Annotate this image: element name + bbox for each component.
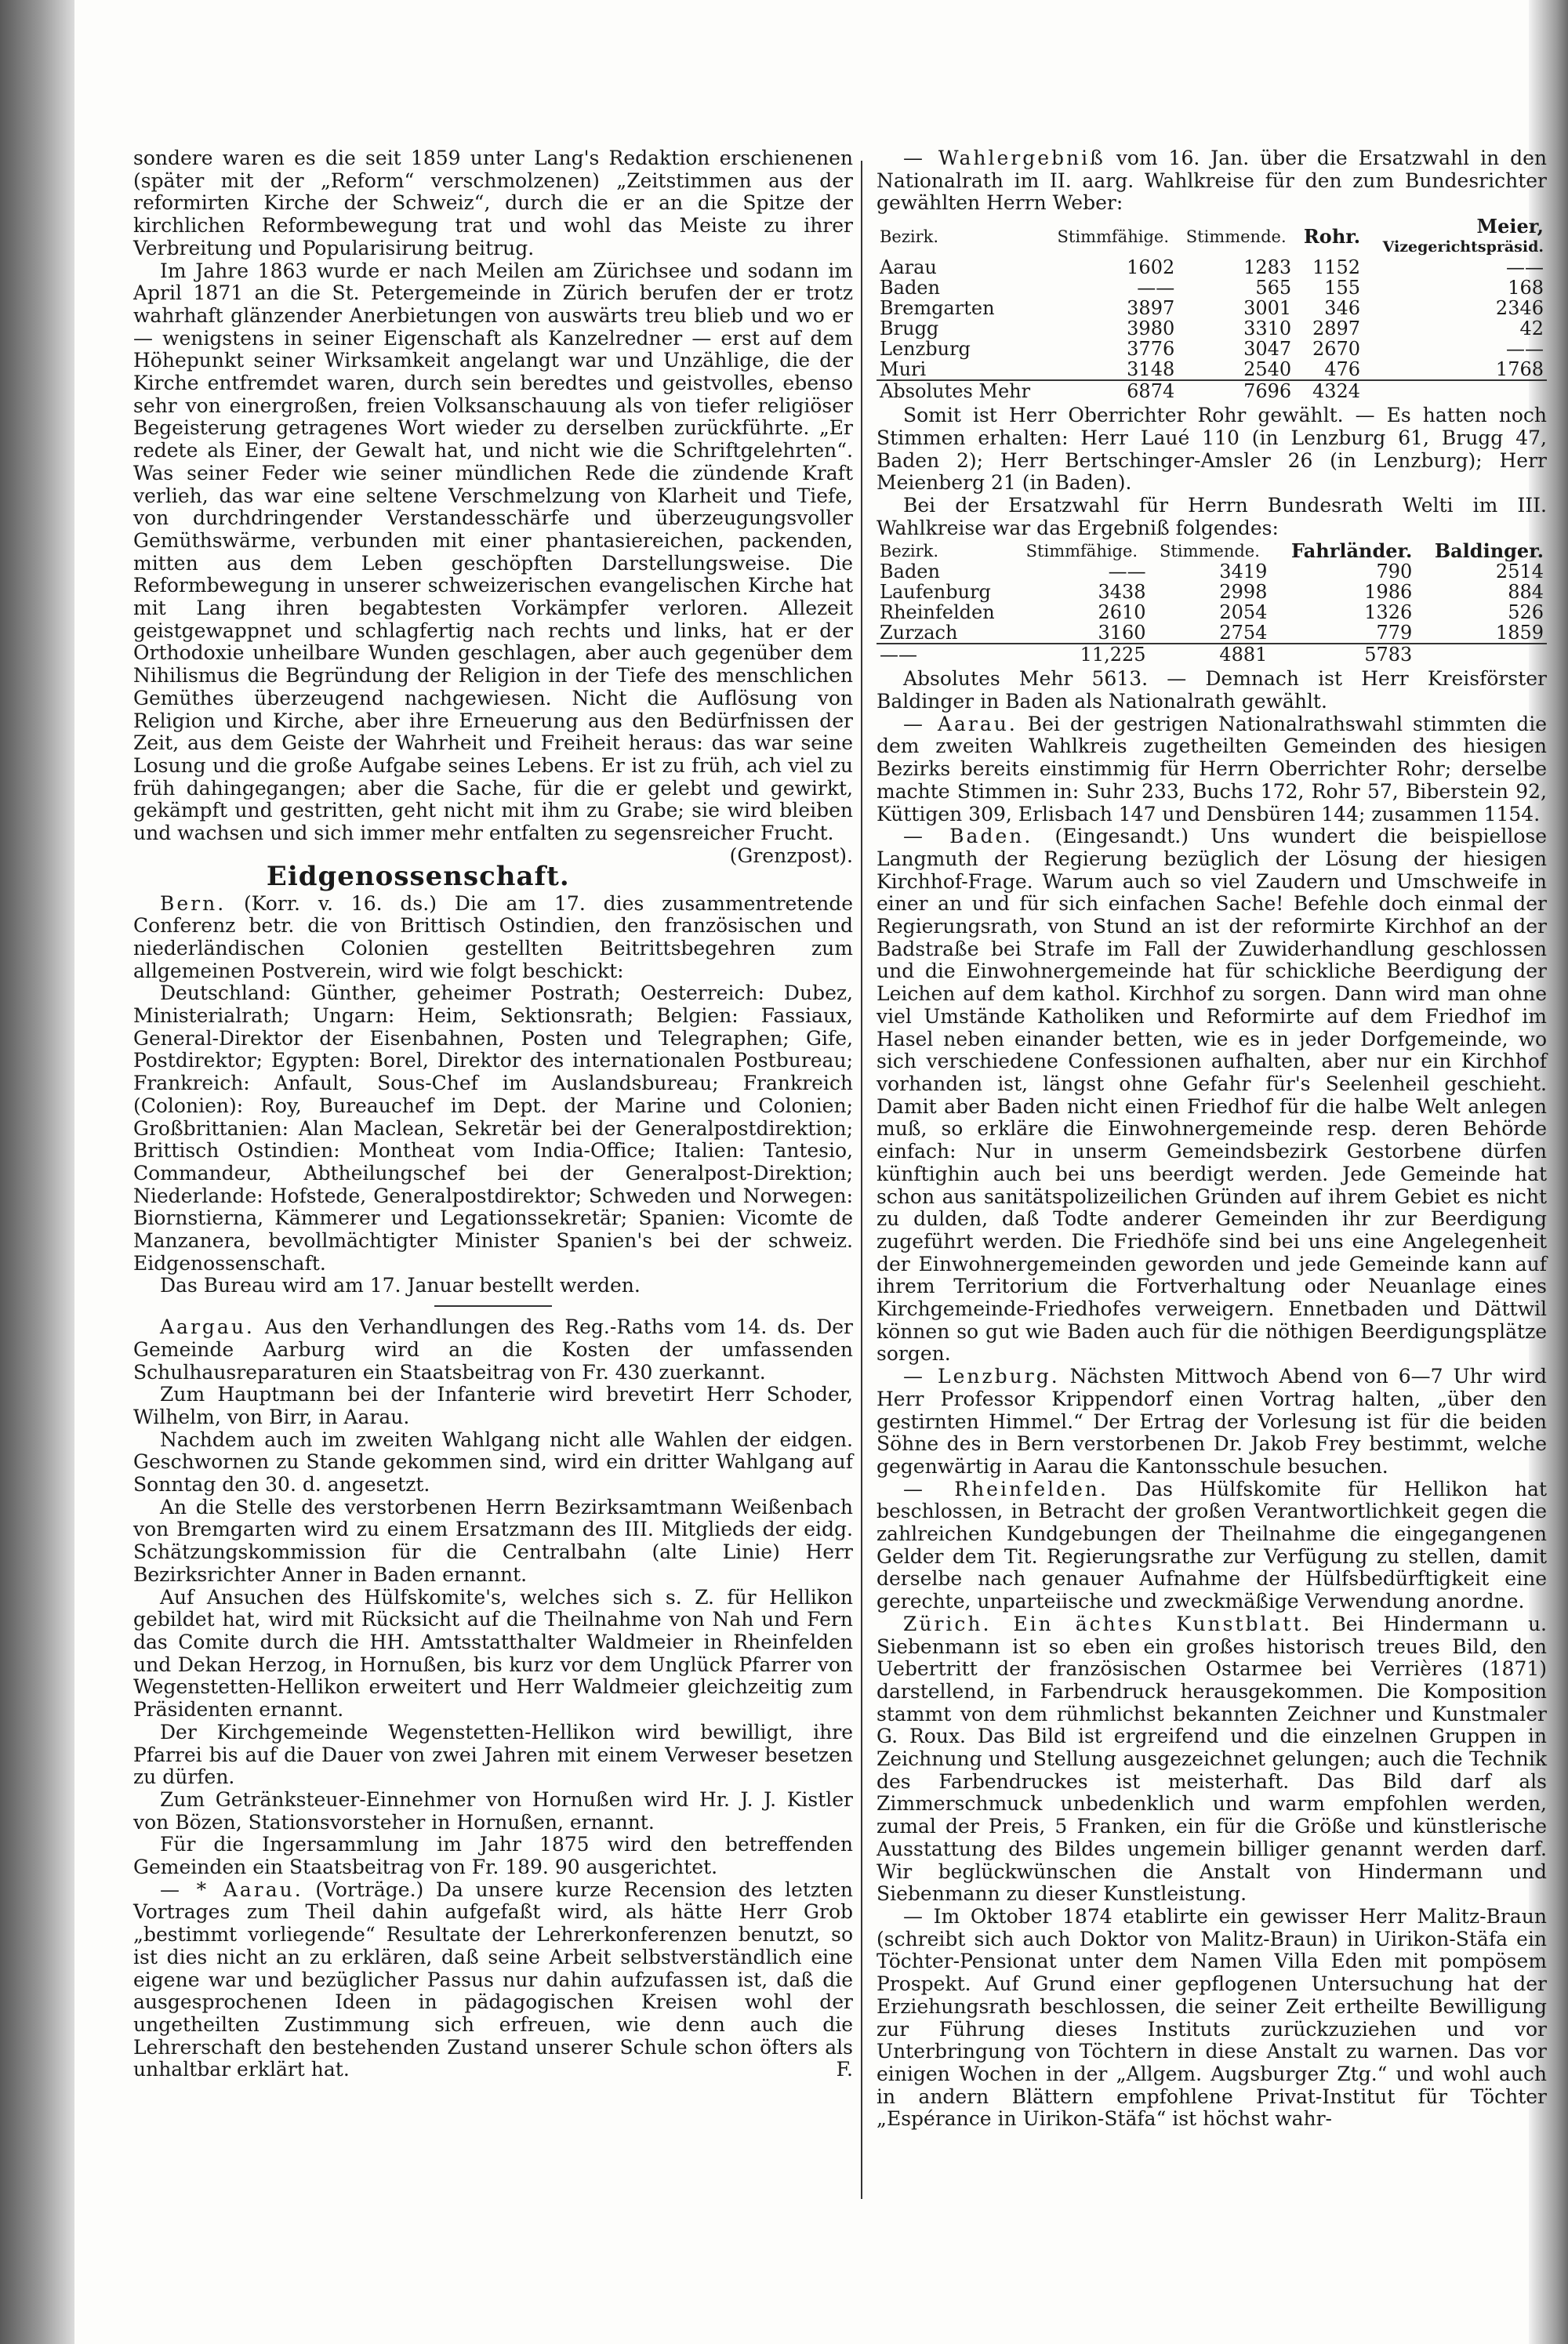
table-row xyxy=(877,278,1547,298)
table-header-row xyxy=(877,216,1547,257)
col-header-stimmfaehige: Stimmfähige. xyxy=(1057,227,1169,247)
baden-text: (Eingesandt.) Uns wundert die beispiellose Langmuth der Regierung bezüglich der Lösung der hiesigen Kirchhof-Frage. Warum auch so viel Zaudern und Umschweife in einer an und für sich einfachen Sache! Befehle doch einmal der Regierungsrath, von Stund an ist der reformirte Kirchhof an der Badstraße bei Strafe im Fall der Zuwiderhandlung geschlossen und die Einwohnergemeinde hat für schickliche Beerdigung der Leichen auf dem kathol. Kirchhof zu sorgen. Dann wird man ohne viel Umstände Katholiken und Reformirte auf dem Friedhof im Hasel neben einander betten, wie es in jeder Dorfgemeinde, wo sich verschiedene Confessionen aufhalten, aber nur ein Kirchhof vorhanden ist, längst ohne Gefahr für's Seelenheil geschieht. Damit aber Baden nicht einen Friedhof für die halbe Welt anlegen muß, so erkläre die Einwohnergemeinde resp. deren Behörde einfach: Nur in unserm Gemeindsbezirk Gestorbene dürfen künftighin auch bei uns beerdigt werden. Jede Gemeinde hat schon aus sanitätspolizeilichen Gründen auf ihrem Gebiet es nicht zu dulden, daß Todte anderer Gemeinden ihr zur Beerdigung zugeführt werden. Die Friedhöfe sind bei uns eine Angelegenheit der Einwohnergemeinden geworden und jede Gemeinde kann auf ihrem Territorium die Fortverhaltung oder Neuanlage eines Kirchgemeinde-Friedhofes verweigern. Ennetbaden und Dättwil können so gut wie Baden auch für die nöthigen Beerdigungsplätze sorgen. xyxy=(877,825,1547,1366)
cell: 3001 xyxy=(1243,297,1292,320)
cell: 565 xyxy=(1255,277,1292,299)
bern-delegates-list: Deutschland: Günther, geheimer Postrath; Oesterreich: Dubez, Ministerialrath; Ungarn: Heim, Sektionsrath; Belgien: Fassiaux, General-Direktor der Eisenbahnen, Posten und Telegraphen; Gife, Postdirektor; Egypten: Borel, Direktor des internationalen Postbureau; Frankreich: Anfault, Sous-Chef im Auslandsbureau; Frankreich (Colonien): Roy, Bureauchef im Dept. der Marine und Colonien; Großbrittanien: Alan Maclean, Sekretär bei der Generalpostdirektion; Brittisch Ostindien: Montheat vom India-Office; Italien: Tantesio, Commandeur, Abtheilungschef bei der Generalpost-Direktion; Niederlande: Hofstede, Generalpostdirektor; Schweden und Norwegen: Biornstierna, Kämmerer und Legationssekretär; Spanien: Vicomte de Manzanera, bevollmächtigter Minister Spanien's bei der schweiz. Eidgenossenschaft. xyxy=(133,982,853,1275)
obituary-source: (Grenzpost). xyxy=(729,844,853,867)
aargau-report xyxy=(133,1316,853,1384)
cell: 346 xyxy=(1324,297,1361,320)
election-result-text: Somit ist Herr Oberrichter Rohr gewählt. — Es hatten noch Stimmen erhalten: Herr Laué 110 (in Lenzburg 61, Brugg 47, Baden 2); Herr Bertschinger-Amsler 26 (in Lenzburg); Herr Meienberg 21 (in Baden). xyxy=(877,404,1547,495)
vortraege-text: (Vorträge.) Da unsere kurze Recension des letzten Vortrages zum Theil dahin aufgefaßt wird, als hätte Herr Grob „bestimmt vorliegende“ Resultate der Lehrerkonferenzen benutzt, so ist dies nicht an zu erklären, daß seine Arbeit selbstverständlich eine eigene war und bezüglicher Passus nur dahin aufzufassen ist, daß die ausgesprochenen Ideen in pädagogischen Kreisen wohl der ungetheilten Zustimmung sich erfreuen, wie denn auch die Lehrerschaft den bestehenden Zustand unserer Schule schon öfters als unhaltbar erklärt hat. xyxy=(133,1878,853,2081)
oktober-report: — Im Oktober 1874 etablirte ein gewisser Herr Malitz-Braun (schreibt sich auch Doktor von Malitz-Braun) in Uirikon-Stäfa ein Töchter-Pensionat unter dem Namen Villa Eden mit pompösem Prospekt. Auf Grund einer gepflogenen Untersuchung hat der Erziehungsrath beschlossen, die seiner Zeit ertheilte Bewilligung zur Führung dieses Instituts zurückzuziehen und vor Unterbringung von Töchtern in diese Anstalt zu warnen. Das vor einigen Wochen in der „Allgem. Augsburger Ztg.“ und wohl auch in andern Blättern empfohlene Privat-Institut für Töchter „Espérance in Uirikon-Stäfa“ ist höchst wahr- xyxy=(877,1905,1547,2131)
election-results-table-ii xyxy=(877,216,1547,401)
aargau-text: Aus den Verhandlungen des Reg.-Raths vom 14. ds. Der Gemeinde Aarburg wird an die Kosten der umfassenden Schulhausreparaturen ein Staatsbeitrag von Fr. 430 zuerkannt. xyxy=(133,1315,853,1384)
cell: 2346 xyxy=(1495,297,1544,320)
table-header-row xyxy=(877,541,1547,561)
cell: Bremgarten xyxy=(880,297,995,320)
vortraege-signature: F. xyxy=(836,2058,853,2081)
welti-election-intro: Bei der Ersatzwahl für Herrn Bundesrath Welti im III. Wahlkreise war das Ergebniß folgendes: xyxy=(877,493,1547,539)
cell: 2514 xyxy=(1495,561,1544,583)
cell: Baden xyxy=(880,277,940,299)
lenzburg-dateline: — Lenzburg. xyxy=(903,1365,1060,1388)
vortraege-dateline: — * Aarau. xyxy=(160,1878,303,1901)
cell: 3897 xyxy=(1127,297,1175,320)
col-header-bezirk: Bezirk. xyxy=(880,542,939,561)
cell: —— xyxy=(1108,561,1146,583)
cell: 7696 xyxy=(1178,380,1294,401)
column-divider xyxy=(861,161,862,2199)
cell: 2754 xyxy=(1219,622,1268,644)
table-row xyxy=(877,561,1547,582)
rheinfelden-report xyxy=(877,1479,1547,1613)
cell: 2054 xyxy=(1219,601,1268,624)
aargau-item: Der Kirchgemeinde Wegenstetten-Hellikon wird bewilligt, ihre Pfarrei bis auf die Dauer von zwei Jahren mit einem Verweser besetzen zu dürfen. xyxy=(133,1720,853,1789)
section-separator xyxy=(434,1305,552,1307)
cell: 155 xyxy=(1324,277,1361,299)
cell: 1986 xyxy=(1364,581,1413,604)
cell: 779 xyxy=(1376,622,1413,644)
cell: 526 xyxy=(1508,601,1544,624)
cell: 2897 xyxy=(1312,317,1361,340)
election-intro xyxy=(877,147,1547,215)
aargau-item: Für die Ingersammlung im Jahr 1875 wird den betreffenden Gemeinden ein Staatsbeitrag von Fr. 189. 90 ausgerichtet. xyxy=(133,1833,853,1879)
table-row xyxy=(877,622,1547,644)
cell: Absolutes Mehr xyxy=(877,380,1048,401)
col-header-stimmende: Stimmende. xyxy=(1185,227,1287,247)
cell: 2540 xyxy=(1243,358,1292,381)
col-header-stimmende: Stimmende. xyxy=(1160,542,1260,561)
table-row xyxy=(877,359,1547,380)
bern-text: (Korr. v. 16. ds.) Die am 17. dies zusammentretende Conferenz betr. die von Brittisch Ostindien, den französischen und niederländischen Colonien gestellten Beitrittsbegehren zum allgemeinen Postverein, wird wie folgt beschickt: xyxy=(133,891,853,982)
obituary-text: Im Jahre 1863 wurde er nach Meilen am Zürichsee und sodann im April 1871 an die St. Petergemeinde in Zürich berufen der er trotz wahrhaft glänzender Anerbietungen von auswärts treu blieb und wo er — wenigstens in seiner Eigenschaft als Kanzelredner — erst auf dem Höhepunkt seiner Wirksamkeit angelangt war und Unzählige, die der Kirche entfremdet waren, durch sein beredtes und geistvolles, ebenso sehr von einergroßen, freien Volksanschauung als von tiefer religiöser Begeisterung getragenes Wort wieder zu derselben zurückführte. „Er redete als Einer, der Gewalt hat, und nicht wie die Schriftgelehrten“. Was seiner Feder wie seiner mündlichen Rede die zündende Kraft verlieh, das war eine seltene Verschmelzung von Klarheit und Tiefe, von durchdringender Verstandesschärfe und überzeugungsvoller Gemüthswärme, verbunden mit einer phantasiereichen, packenden, mitten aus dem Leben geschöpften Darstellungsweise. Die Reformbewegung in unserer schweizerischen evangelischen Kirche hat mit Lang ihren begabtesten Vorkämpfer verloren. Allezeit geistgewappnet und schlagfertig nach rechts und links, hat er der Orthodoxie unheilbare Wunden geschlagen, aber auch gegenüber dem Nihilismus die Begründung der Religion in der Tiefe des menschlichen Gemüthes überzeugend nachgewiesen. Nicht die Auflösung von Religion und Kirche, aber ihre Erneuerung aus den Bedürfnissen der Zeit, aus dem Geiste der Wahrheit und Freiheit heraus: das war seine Losung und die große Aufgabe seines Lebens. Er ist zu früh, ach viel zu früh dahingegangen; aber die Sache, für die er gelebt und gewirkt, gekämpft und gestritten, geht nicht mit ihm zu Grabe; sie wird bleiben und wachsen und sich immer mehr entfalten zu segensreicher Frucht. xyxy=(133,259,853,845)
baden-report xyxy=(877,825,1547,1366)
lenzburg-report xyxy=(877,1366,1547,1479)
welti-election-result: Absolutes Mehr 5613. — Demnach ist Herr Kreisförster Baldinger in Baden als Nationalrath gewählt. xyxy=(877,667,1547,713)
cell: 4881 xyxy=(1149,644,1271,665)
cell: —— xyxy=(1506,338,1544,361)
cell: 5783 xyxy=(1270,644,1415,665)
section-heading-eidgenossenschaft: Eidgenossenschaft. xyxy=(266,860,570,892)
cell: Laufenburg xyxy=(880,581,991,604)
aargau-item: Zum Getränksteuer-Einnehmer von Hornußen wird Hr. J. J. Kistler von Bözen, Stationsvorsteher in Hornußen, ernannt. xyxy=(133,1787,853,1834)
cell: Zurzach xyxy=(880,622,958,644)
left-column xyxy=(133,147,853,2081)
cell: —— xyxy=(877,644,1014,665)
cell: 1152 xyxy=(1312,256,1361,279)
cell: 1768 xyxy=(1495,358,1544,381)
table-row xyxy=(877,602,1547,622)
col-header-stimmfaehige: Stimmfähige. xyxy=(1025,542,1138,561)
col-header-meier xyxy=(1363,216,1547,257)
rheinfelden-text: Das Hülfskomite für Hellikon hat beschlossen, in Betracht der großen Verantwortlichkeit gegen die zahlreichen Kundgebungen der Theilnahme die eingegangenen Gelder dem Tit. Regierungsrathe zur Verfügung zu stellen, damit derselbe nach genauer Aufnahme der Hülfsbedürftigkeit eine gerechte, unparteiische und zweckmäßige Verwendung anordne. xyxy=(877,1477,1548,1613)
cell: 3310 xyxy=(1243,317,1292,340)
lenzburg-text: Nächsten Mittwoch Abend von 6—7 Uhr wird Herr Professor Krippendorf einen Vortrag halten, „über den gestirnten Himmel.“ Der Ertrag der Vorlesung ist für die beiden Söhne des in Bern verstorbenen Dr. Jakob Frey bestimmt, welche gegenwärtig in Aarau die Kantonsschule besuchen. xyxy=(877,1365,1548,1478)
cell: 42 xyxy=(1519,317,1544,340)
cell: Rheinfelden xyxy=(880,601,995,624)
cell: —— xyxy=(1506,256,1544,279)
cell: Lenzburg xyxy=(880,338,971,361)
bern-dateline: Bern. xyxy=(160,891,227,915)
aarau-report xyxy=(877,713,1547,826)
obituary-paragraph-1: sondere waren es die seit 1859 unter Lang's Redaktion erschienenen (später mit der „Reform“ verschmolzenen) „Zeitstimmen aus der reformirten Kirche der Schweiz“, durch die er an die Spitze der kirchlichen Reformbewegung trat und wohl das Meiste zu ihrer Verbreitung und Popularisirung beitrug. xyxy=(133,147,853,259)
zuerich-report xyxy=(877,1613,1547,1906)
right-column xyxy=(877,147,1547,2131)
cell: 2670 xyxy=(1312,338,1361,361)
zuerich-text: Bei Hindermann u. Siebenmann ist so eben ein großes historisch treues Bild, den Uebertritt der französischen Ostarmee bei Verrières (1871) darstellend, in Farbendruck herausgekommen. Die Komposition stammt von dem rühmlichst bekannten Zeichner und Kunstmaler G. Roux. Das Bild ist ergreifend und die einzelnen Gruppen in Zeichnung und Stellung ausgezeichnet gelungen; auch die Technik des Farbendruckes ist meisterhaft. Das Bild darf als Zimmerschmuck unbedenklich und warm empfohlen werden, zumal der Preis, 5 Franken, ein für die Größe und künstlerische Ausstattung des Bildes ungemein billiger genannt werden darf. Wir beglückwünschen die Anstalt von Hindermann und Siebenmann zu dieser Kunstleistung. xyxy=(877,1612,1547,1906)
vortraege-report xyxy=(133,1879,853,2081)
cell: Muri xyxy=(880,358,927,381)
cell: Baden xyxy=(880,561,940,583)
cell: 3980 xyxy=(1127,317,1175,340)
baden-dateline: — Baden. xyxy=(903,825,1033,848)
col-header-bezirk: Bezirk. xyxy=(880,227,939,247)
table-row xyxy=(877,298,1547,318)
cell: 476 xyxy=(1324,358,1361,381)
aargau-item: An die Stelle des verstorbenen Herrn Bezirksamtmann Weißenbach von Bremgarten wird zu einem Ersatzmann des III. Mitglieds der eidg. Schätzungskommission für die Centralbahn (alte Linie) Herr Bezirksrichter Anner in Baden ernannt. xyxy=(133,1495,853,1586)
table-row xyxy=(877,257,1547,278)
table-row xyxy=(877,339,1547,359)
cell: 3160 xyxy=(1098,622,1146,644)
rheinfelden-dateline: — Rheinfelden. xyxy=(903,1477,1109,1500)
cell: 884 xyxy=(1508,581,1544,604)
cell: 1602 xyxy=(1127,256,1175,279)
election-intro-text: vom 16. Jan. über die Ersatzwahl in den Nationalrath im II. aarg. Wahlkreise für den zum Bundesrichter gewählten Herrn Weber: xyxy=(877,147,1547,215)
cell: 3776 xyxy=(1127,338,1175,361)
election-dateline: — Wahlergebniß xyxy=(903,147,1105,169)
aargau-dateline: Aargau. xyxy=(160,1315,255,1339)
col-header-fahrlaender: Fahrländer. xyxy=(1290,539,1413,563)
cell: 790 xyxy=(1376,561,1413,583)
meier-name: Meier, xyxy=(1476,215,1544,238)
cell: 4324 xyxy=(1294,380,1363,401)
aarau-text: Bei der gestrigen Nationalrathswahl stimmten die dem zweiten Wahlkreis zugetheilten Gemeinden des hiesigen Bezirks bereits einstimmig für Herrn Oberrichter Rohr; derselbe machte Stimmen in: Suhr 233, Buchs 172, Rohr 57, Biberstein 92, Küttigen 309, Erlisbach 147 und Densbüren 144; zusammen 1154. xyxy=(877,712,1548,825)
cell: 6874 xyxy=(1048,380,1178,401)
cell: 2998 xyxy=(1219,581,1268,604)
col-header-baldinger: Baldinger. xyxy=(1434,539,1544,563)
col-header-rohr: Rohr. xyxy=(1303,225,1361,249)
cell: 1859 xyxy=(1495,622,1544,644)
cell: 11,225 xyxy=(1014,644,1149,665)
cell: 3438 xyxy=(1098,581,1146,604)
table-total-row xyxy=(877,380,1547,401)
aargau-item: Nachdem auch im zweiten Wahlgang nicht alle Wahlen der eidgen. Geschwornen zu Stande gekommen sind, wird ein dritter Wahlgang auf Sonntag den 30. d. angesetzt. xyxy=(133,1428,853,1497)
election-results-table-iii xyxy=(877,541,1547,665)
cell: Brugg xyxy=(880,317,939,340)
page-gutter-shadow xyxy=(0,0,74,2344)
cell: —— xyxy=(1137,277,1175,299)
cell: 3047 xyxy=(1243,338,1292,361)
obituary-paragraph-2 xyxy=(133,259,853,867)
cell: 3419 xyxy=(1219,561,1268,583)
cell: 2610 xyxy=(1098,601,1146,624)
meier-title: Vizegerichtspräsid. xyxy=(1382,238,1544,256)
cell: 1283 xyxy=(1243,256,1292,279)
table-row xyxy=(877,582,1547,602)
bern-closing: Das Bureau wird am 17. Januar bestellt werden. xyxy=(160,1274,641,1297)
cell: 1326 xyxy=(1364,601,1413,624)
table-row xyxy=(877,318,1547,339)
aarau-dateline: — Aarau. xyxy=(903,712,1018,735)
cell: 168 xyxy=(1508,277,1544,299)
aargau-item: Auf Ansuchen des Hülfskomite's, welches sich s. Z. für Hellikon gebildet hat, wird mit Rücksicht auf die Theilnahme von Nah und Fern das Comite durch die HH. Amtsstatthalter Waldmeier in Rheinfelden und Dekan Herzog, in Hornußen, bis kurz vor dem Unglück Pfarrer von Wegenstetten-Hellikon erweitert und Herr Waldmeier gleichzeitig zum Präsidenten ernannt. xyxy=(133,1585,853,1722)
zuerich-dateline: Zürich. Ein ächtes Kunstblatt. xyxy=(903,1612,1312,1635)
cell: 3148 xyxy=(1127,358,1175,381)
table-total-row xyxy=(877,644,1547,665)
aargau-item: Zum Hauptmann bei der Infanterie wird brevetirt Herr Schoder, Wilhelm, von Birr, in Aarau. xyxy=(133,1383,853,1428)
bern-report xyxy=(133,893,853,983)
cell: Aarau xyxy=(880,256,937,279)
